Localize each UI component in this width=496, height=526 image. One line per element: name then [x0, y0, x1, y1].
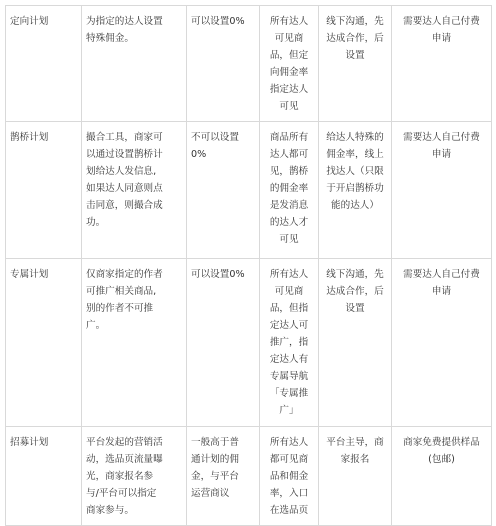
plan-description-cell [82, 427, 187, 526]
cell-text-line: 申请 [431, 33, 452, 44]
cell-text-line: 可见商 [274, 33, 304, 44]
cell-text [86, 13, 182, 47]
cell-text [396, 13, 487, 47]
cell-text-line: (包邮) [428, 454, 455, 465]
cell-text-line: 见，鹊桥 [269, 166, 309, 177]
cell-text-line: 定达人可 [269, 320, 309, 331]
cell-text-line: 运营商议 [191, 488, 230, 499]
cell-text-line: 「专属推 [269, 388, 309, 399]
cell-text-line: 平台主导，商 [326, 437, 384, 448]
cell-text-line: 金，与平台 [191, 471, 239, 482]
cell-text-line: 广」 [279, 405, 299, 416]
commission-setting-cell [187, 427, 260, 526]
cell-text-line: 可见 [279, 101, 299, 112]
cell-text [264, 266, 314, 419]
cell-text [191, 129, 255, 163]
visibility-cell [260, 427, 319, 526]
cooperation-method-cell [319, 259, 392, 427]
cooperation-method-cell [319, 6, 392, 122]
cell-text [86, 266, 182, 334]
cell-text-line: 可推广相关商品, [86, 286, 157, 297]
cell-text [264, 13, 314, 115]
cell-text-line: 别的作者不可推 [86, 303, 154, 314]
cell-text-line: 品，但指 [269, 303, 309, 314]
visibility-cell [260, 259, 319, 427]
cell-text-line: 可见商 [274, 286, 304, 297]
cell-text-line: 0% [191, 149, 207, 160]
cell-text-line: 定达人有 [269, 354, 309, 365]
visibility-cell [260, 122, 319, 259]
cell-text [323, 13, 387, 64]
cell-text [396, 434, 487, 468]
cell-text [86, 129, 182, 231]
cell-text-line: 广。 [86, 320, 106, 331]
sample-policy-cell [392, 427, 492, 526]
cell-text-line: 达成合作，后 [326, 286, 384, 297]
cell-text-line: 指定达人 [269, 84, 309, 95]
cell-text-line: 光，商家报名参 [86, 471, 154, 482]
cell-text [86, 434, 182, 519]
table-row [6, 122, 492, 259]
table-row [6, 427, 492, 526]
sample-policy-cell [392, 259, 492, 427]
cell-text-line: 需要达人自己付费 [403, 269, 480, 280]
cell-text-line: 与/平台可以指定 [86, 488, 157, 499]
table-row [6, 259, 492, 427]
cell-text-line: 家报名 [340, 454, 370, 465]
cell-text-line: 仅商家指定的作者 [86, 269, 163, 280]
cell-text [323, 129, 387, 214]
cell-text-line: 划给达人发信息, [86, 166, 157, 177]
plan-description-cell [82, 259, 187, 427]
cell-text-line: 可以设置0% [191, 269, 245, 280]
cell-text-line: 所有达人 [269, 437, 309, 448]
cell-text-line: 设置 [345, 303, 365, 314]
cell-text-line: 商家参与。 [86, 505, 134, 516]
visibility-cell [260, 6, 319, 122]
plan-name-text: 专属计划 [10, 269, 49, 280]
cell-text-line: 功。 [86, 217, 106, 228]
cell-text [396, 266, 487, 300]
cell-text [191, 266, 255, 283]
cell-text [191, 434, 255, 502]
table-row [6, 6, 492, 122]
cell-text-line: 平台发起的营销活 [86, 437, 163, 448]
cell-text-line: 在选品页 [269, 505, 309, 516]
plan-name-cell [6, 259, 82, 427]
cell-text [264, 129, 314, 248]
cell-text-line: 申请 [431, 286, 452, 297]
plan-name-cell [6, 6, 82, 122]
cell-text-line: 商品所有 [269, 132, 309, 143]
cell-text [323, 434, 387, 468]
cell-text-line: 找达人（只限 [326, 166, 384, 177]
cell-text-line: 击同意，则撮合成 [86, 200, 163, 211]
cooperation-method-cell [319, 427, 392, 526]
cell-text [191, 13, 255, 30]
cell-text-line: 是发消息 [269, 200, 309, 211]
cell-text-line: 如果达人同意则点 [86, 183, 163, 194]
plan-comparison-table [5, 5, 492, 526]
cell-text-line: 撮合工具，商家可 [86, 132, 163, 143]
cell-text-line: 达成合作，后 [326, 33, 384, 44]
plan-comparison-page [5, 5, 491, 521]
plan-description-cell [82, 6, 187, 122]
cell-text-line: 线下沟通，先 [326, 16, 384, 27]
sample-policy-cell [392, 122, 492, 259]
cell-text-line: 品，但定 [269, 50, 309, 61]
cell-text-line: 为指定的达人设置 [86, 16, 163, 27]
cell-text-line: 需要达人自己付费 [403, 16, 480, 27]
cell-text-line: 能的达人） [331, 200, 379, 211]
plan-name-text: 招募计划 [10, 437, 49, 448]
cell-text-line: 设置 [345, 50, 365, 61]
cell-text-line: 申请 [431, 149, 452, 160]
cell-text-line: 可以设置0% [191, 16, 245, 27]
cell-text-line: 线下沟通，先 [326, 269, 384, 280]
plan-name-text: 定向计划 [10, 16, 49, 27]
cell-text-line: 的达人才 [269, 217, 309, 228]
cell-text-line: 达人都可 [269, 149, 309, 160]
cell-text-line: 通计划的佣 [191, 454, 239, 465]
cell-text-line: 向佣金率 [269, 67, 309, 78]
plan-name-cell [6, 122, 82, 259]
cell-text-line: 都可见商 [269, 454, 309, 465]
commission-setting-cell [187, 6, 260, 122]
cell-text-line: 不可以设置 [191, 132, 239, 143]
cooperation-method-cell [319, 122, 392, 259]
plan-description-cell [82, 122, 187, 259]
cell-text-line: 商家免费提供样品 [403, 437, 480, 448]
cell-text-line: 所有达人 [269, 269, 309, 280]
commission-setting-cell [187, 259, 260, 427]
cell-text-line: 动，选品页流量曝 [86, 454, 163, 465]
sample-policy-cell [392, 6, 492, 122]
plan-name-cell [6, 427, 82, 526]
cell-text [264, 434, 314, 519]
cell-text-line: 率，入口 [269, 488, 309, 499]
plan-name-text: 鹊桥计划 [10, 132, 49, 143]
cell-text-line: 以通过设置鹊桥计 [86, 149, 163, 160]
cell-text-line: 可见 [279, 234, 299, 245]
cell-text-line: 于开启鹊桥功 [326, 183, 384, 194]
cell-text-line: 品和佣金 [269, 471, 309, 482]
cell-text [323, 266, 387, 317]
cell-text-line: 专属导航 [269, 371, 309, 382]
cell-text [396, 129, 487, 163]
cell-text-line: 需要达人自己付费 [403, 132, 480, 143]
cell-text-line: 一般高于普 [191, 437, 239, 448]
cell-text-line: 特殊佣金。 [86, 33, 134, 44]
cell-text-line: 所有达人 [269, 16, 309, 27]
table-body [6, 6, 492, 526]
cell-text-line: 推广，指 [269, 337, 309, 348]
cell-text-line: 佣金率，线上 [326, 149, 384, 160]
cell-text-line: 的佣金率 [269, 183, 309, 194]
cell-text-line: 给达人特殊的 [326, 132, 384, 143]
commission-setting-cell [187, 122, 260, 259]
